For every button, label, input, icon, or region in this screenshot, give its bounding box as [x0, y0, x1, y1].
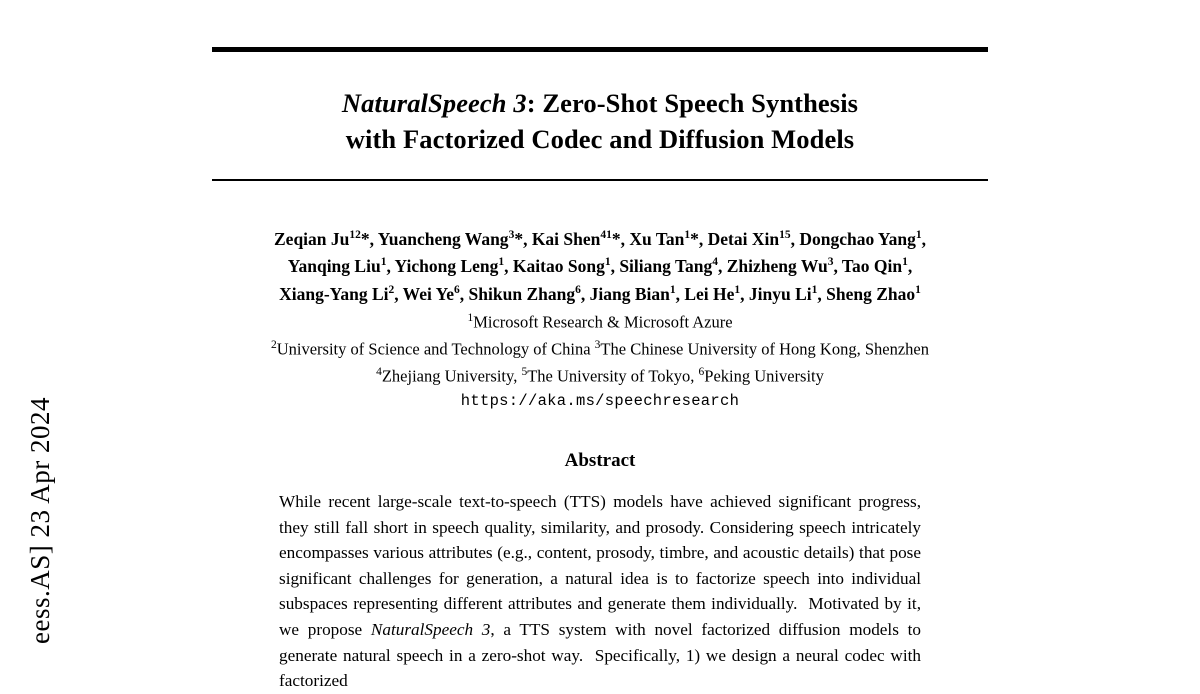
title-model-name: NaturalSpeech 3 [341, 88, 527, 118]
title-line-1 [212, 85, 988, 121]
affiliation-line-2: $^2$University of Science and Technology of China $^3$The Chinese University of Hong Kong, Shenzhen [270, 338, 929, 359]
title-line-2: with Factorized Codec and Diffusion Models [345, 124, 855, 154]
affiliation-line-3: $^4$Zhejiang University, $^5$The University of Tokyo, $^6$Peking University [376, 365, 824, 386]
author-line-1: Zeqian Ju$^{12}$*, Yuancheng Wang$^3$*, Kai Shen$^{41}$*, Xu Tan$^1$*, Detai Xin$^{15}$, Dongchao Yang$^1$, [274, 228, 926, 249]
bottom-rule [212, 179, 988, 181]
affiliation-line-1: $^1$Microsoft Research & Microsoft Azure [467, 311, 733, 332]
title-line-1-rest: : Zero-Shot Speech Synthesis [526, 88, 859, 118]
top-rule [212, 47, 988, 52]
arxiv-side-stamp [0, 0, 80, 648]
abstract-heading: Abstract [564, 449, 636, 471]
author-line-2: Yanqing Liu$^1$, Yichong Leng$^1$, Kaitao Song$^1$, Siliang Tang$^4$, Zhizheng Wu$^3$, Tao Qin$^1$, [287, 256, 913, 277]
abstract-body [279, 489, 921, 694]
abstract-paragraph: While recent large-scale text-to-speech (TTS) models have achieved significant progress, they still fall short in speech quality, similarity, and prosody. Considering speech intricately encompasses various attributes (e.g., content, prosody, timbre, and acoustic details) that pose significant challenges for generation, a natural idea is to factorize speech into individual subspaces representing different attributes and generate them individually. Motivated by it, we propose NaturalSpeech 3, a TTS system with novel factorized diffusion models to generate natural speech in a zero-shot way. Specifically, 1) we design a neural codec with factorized [279, 491, 921, 691]
paper-page [212, 0, 988, 691]
arxiv-stamp-text: eess.AS] 23 Apr 2024 [24, 397, 55, 644]
author-line-3: Xiang-Yang Li$^2$, Wei Ye$^6$, Shikun Zhang$^6$, Jiang Bian$^1$, Lei He$^1$, Jinyu Li$^1$, Sheng Zhao$^1$ [279, 283, 921, 304]
project-url-link[interactable]: https://aka.ms/speechresearch [460, 391, 740, 410]
abstract-model-name: NaturalSpeech 3 [370, 619, 491, 639]
affiliation-list [212, 307, 988, 388]
page-title [212, 85, 988, 157]
author-list [212, 224, 988, 306]
